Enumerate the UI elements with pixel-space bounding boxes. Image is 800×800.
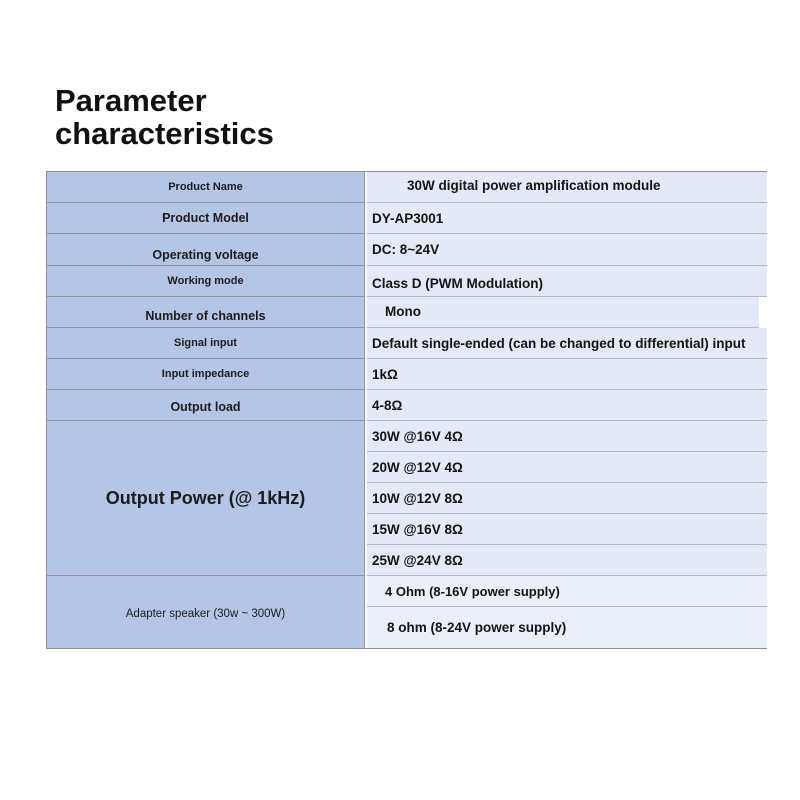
label-number-of-channels: Number of channels (47, 297, 365, 328)
label-adapter-speaker: Adapter speaker (30w ~ 300W) (47, 576, 365, 648)
label-output-load: Output load (47, 390, 365, 421)
label-operating-voltage: Operating voltage (47, 234, 365, 266)
value-number-of-channels: Mono (367, 297, 759, 328)
value-product-name (367, 172, 767, 203)
value-adapter-speaker-1-text: 4 Ohm (8-16V power supply) (385, 583, 560, 599)
value-output-power-5: 25W @24V 8Ω (367, 545, 767, 576)
label-working-mode: Working mode (47, 266, 365, 297)
parameter-table (46, 171, 767, 649)
label-product-model: Product Model (47, 203, 365, 234)
value-signal-input: Default single-ended (can be changed to differential) input (367, 328, 767, 359)
value-adapter-speaker-2: 8 ohm (8-24V power supply) (367, 607, 767, 648)
value-input-impedance: 1kΩ (367, 359, 767, 390)
value-adapter-speaker-1 (367, 576, 767, 607)
label-product-name: Product Name (47, 172, 365, 203)
label-output-power: Output Power (@ 1kHz) (47, 421, 365, 576)
page-title-line2: characteristics (55, 116, 274, 151)
label-input-impedance: Input impedance (47, 359, 365, 390)
value-product-model: DY-AP3001 (367, 203, 767, 234)
value-operating-voltage: DC: 8~24V (367, 234, 767, 266)
page-title (55, 84, 274, 150)
value-product-name-text: 30W digital power amplification module (407, 178, 661, 193)
value-output-power-1: 30W @16V 4Ω (367, 421, 767, 452)
label-signal-input: Signal input (47, 328, 365, 359)
page-title-line1: Parameter (55, 83, 207, 118)
value-output-power-3: 10W @12V 8Ω (367, 483, 767, 514)
value-output-power-2: 20W @12V 4Ω (367, 452, 767, 483)
value-output-load: 4-8Ω (367, 390, 767, 421)
value-working-mode: Class D (PWM Modulation) (367, 266, 767, 297)
value-output-power-4: 15W @16V 8Ω (367, 514, 767, 545)
